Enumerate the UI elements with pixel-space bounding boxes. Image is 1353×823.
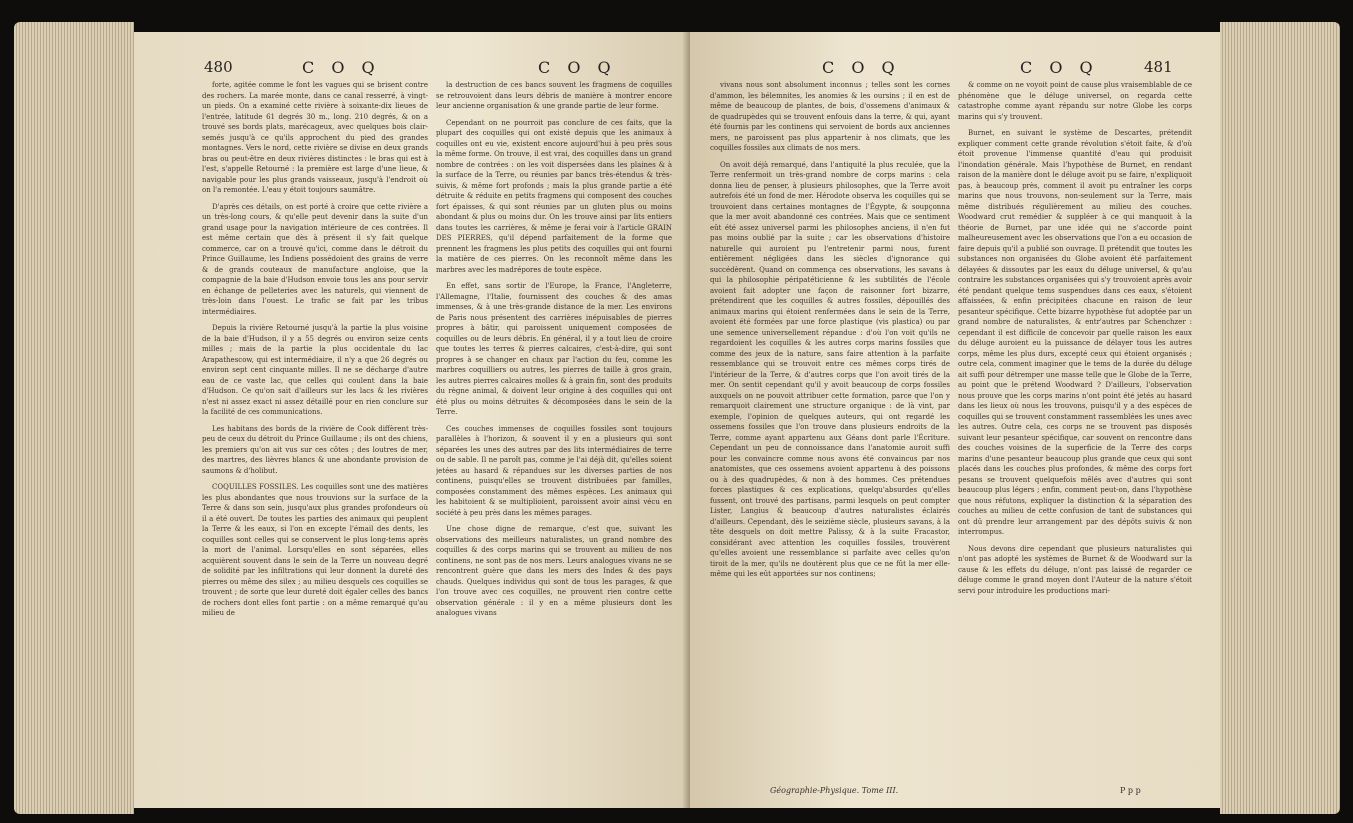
paragraph: la destruction de ces bancs souvent les fragmens de coquilles se retrouvoient dans leurs débris de manière à montrer encore leur ancienne organisation & une grande partie de leur forme. bbox=[436, 81, 672, 110]
right-header-left: C O Q bbox=[822, 58, 901, 77]
paragraph: D'après ces détails, on est porté à croire que cette rivière a un très-long cours, & qu'elle peut devenir dans la suite d'un grand usage pour la navigation intérieure de ces contrées. Il est même certain que dès à présent il s'y fait quelque commerce, car on a trouvé qu'ici, comme dans le détroit du Prince Guillaume, les Indiens possédoient des grains de verre & de grands couteaux de manufacture angloise, que la compagnie de la baie d'Hudson envoie tous les ans pour servir en échange de pelleteries avec les naturels, qui viennent de très-loin dans l'ouest. Le trafic se fait par les tribus intermédiaires. bbox=[202, 202, 428, 316]
right-column-2 bbox=[958, 80, 1192, 798]
paragraph: Depuis la rivière Retourné jusqu'à la partie la plus voisine de la baie d'Hudson, il y a 55 degrés ou environ seize cents milles ; mais de la partie la plus occidentale du lac Arapathescow, qui est intermédiaire, il n'y a que 26 degrés ou environ sept cent cinquante milles. Il ne se décharge d'autre eau de ce vaste lac, que celles qui coulent dans la baie d'Hudson. Ce qu'on sait d'ailleurs sur les lacs & les rivières n'est ni assez exact ni assez détaillé pour en rien conclure sur la facilité de ces communications. bbox=[202, 324, 428, 416]
footer-volume: Géographie-Physique. Tome III. bbox=[770, 786, 899, 795]
left-header-left: C O Q bbox=[302, 58, 381, 77]
left-column-2 bbox=[436, 80, 672, 798]
paragraph: forte, agitée comme le font les vagues qui se brisent contre des rochers. La marée monte, dans ce canal resserré, à vingt-un pieds. On a examiné cette rivière à soixante-dix lieues de l'entrée, latitude 61 degrés 30 m., long. 210 degrés, & on a trouvé ses bords plats, marécageux, avec quelques bois clair-semés jusqu'à ce qu'ils approchent du pied des grandes montagnes. Vers le nord, cette rivière se divise en deux grands bras ou peut-être en deux rivières distinctes : le bras qui est à l'est, s'appelle Retourné : la première est large d'une lieue, & navigable pour les plus grands vaisseaux, jusqu'à l'endroit où on l'a remontée. L'eau y étoit toujours saumâtre. bbox=[202, 81, 428, 194]
right-header-right: C O Q bbox=[1020, 58, 1099, 77]
paragraph: Les habitans des bords de la rivière de Cook diffèrent très-peu de ceux du détroit du Prince Guillaume ; ils ont des chiens, les premiers qu'on ait vus sur ces côtes ; des loutres de mer, des martres, des lièvres blancs & une abondante provision de saumons & d'holibut. bbox=[202, 424, 428, 475]
paragraph: En effet, sans sortir de l'Europe, la France, l'Angleterre, l'Allemagne, l'Italie, fournissent des couches & des amas immenses, & à une très-grande distance de la mer. Les environs de Paris nous présentent des carrières inépuisables de pierres propres à bâtir, qui paroissent uniquement composées de coquilles ou de leurs débris. En général, il y a tout lieu de croire que toutes les terres & pierres calcaires, c'est-à-dire, qui sont propres à se changer en chaux par l'action du feu, comme les marbres coquilliers ou autres, les pierres de taille à gros grain, les autres pierres calcaires molles & à grain fin, sont des produits du règne animal, & doivent leur origine à des coquilles qui ont été plus ou moins détruites & décomposées dans le sein de la Terre. bbox=[436, 282, 672, 416]
right-page-number: 481 bbox=[1144, 58, 1173, 76]
paragraph: Nous devons dire cependant que plusieurs naturalistes qui n'ont pas adopté les systèmes de Burnet & de Woodward sur la cause & les effets du déluge, n'ont pas laissé de regarder ce déluge comme le grand moyen dont l'Auteur de la nature s'étoit servi pour introduire les productions mari- bbox=[958, 544, 1192, 595]
paragraph: Cependant on ne pourroit pas conclure de ces faits, que la plupart des coquilles qui ont existé depuis que les animaux à coquilles ont eu vie, existent encore aujourd'hui à peu près sous la même forme. On trouve, il est vrai, des coquilles dans un grand nombre de contrées : on les voit dispersées dans les plaines & à la surface de la Terre, ou réunies par bancs très-étendus & très-suivis, & même fort profonds ; mais la plus grande partie a été détruite & réduite en petits fragmens qui composent des couches fort épaisses, & qui sont réunies par un gluten plus ou moins abondant & plus ou moins dur. On les trouve ainsi par lits entiers dans toutes les carrières, & même je ferai voir à l'article GRAIN DES PIERRES, qu'il dépend parfaitement de la forme que prennent les fragmens les plus petits des coquilles qui ont fourni la matière de ces pierres. On les reconnoît même dans les marbres avec les madrépores de toute espèce. bbox=[436, 118, 672, 274]
paragraph: & comme on ne voyoit point de cause plus vraisemblable de ce phénomène que le déluge universel, on regarda cette catastrophe comme ayant répandu sur notre Globe les corps marins qui s'y trouvent. bbox=[958, 81, 1192, 121]
paragraph: Ces couches immenses de coquilles fossiles sont toujours parallèles à l'horizon, & souvent il y en a plusieurs qui sont séparées les unes des autres par des lits intermédiaires de terre ou de sable. Il ne paroît pas, comme je l'ai déjà dit, qu'elles soient jetées au hasard & répandues sur les diverses parties de nos continens, puisqu'elles se trouvent distribuées par familles, composées constamment des mêmes espèces. Les animaux qui les habitoient & se multiplioient, paroissent avoir ainsi vécu en société à peu près dans les mêmes parages. bbox=[436, 424, 672, 517]
paragraph: Burnet, en suivant le système de Descartes, prétendit expliquer comment cette grande révolution s'étoit faite, & d'où étoit provenue l'immense quantité d'eau qui produisit l'inondation générale. Mais l'hypothèse de Burnet, en rendant raison de la manière dont le déluge avoit pu se faire, n'expliquoit pas, à beaucoup près, comment il avoit pu entraîner les corps marins que nous trouvons, non-seulement sur la Terre, mais même distribués régulièrement au milieu des couches. Woodward crut remédier & suppléer à ce qui manquoit à la théorie de Burnet, par une idée qui ne s'accorde point malheureusement avec les observations que l'on a eu occasion de faire depuis qu'il a publié son ouvrage. Il prétendit que toutes les substances non organisées du Globe avoient été parfaitement délayées & dissoutes par les eaux du déluge universel, & qu'au contraire les substances organisées qui s'y trouvoient après avoir été pendant quelque tems suspendues dans ces eaux, s'étoient affaissées, & enfin précipitées chacune en raison de leur pesanteur spécifique. Cette bizarre hypothèse fut adoptée par un grand nombre de naturalistes, & entr'autres par Schenchzer : cependant il est difficile de concevoir par quelle raison les eaux du déluge auroient eu la puissance de délayer tous les autres corps, même les plus durs, excepté ceux qui étoient organisés ; outre cela, comment imaginer que le tems de la durée du déluge ait suffi pour détremper une masse telle que le Globe de la Terre, au point que le prétend Woodward ? D'ailleurs, l'observation nous prouve que les corps marins n'ont point été jetés au hasard dans les lieux où nous les trouvons, puisqu'il y a des espèces de coquilles qui se trouvent constamment rassemblées les unes avec les autres. Outre cela, ces corps ne se trouvent pas disposés suivant leur pesanteur spécifique, car souvent on rencontre dans des couches voisines de la superficie de la Terre des corps marins d'une pesanteur beaucoup plus grande que ceux qui sont placés dans les couches plus profondes, & même des corps fort pesans se trouvent quelquefois mêlés avec d'autres qui sont beaucoup plus légers ; enfin, comment peut-on, dans l'hypothèse que nous réfutons, expliquer la distinction & la séparation des couches au milieu de cette confusion de tant de substances qui ont dû prendre leur arrangement par des dépôts suivis & non interrompus. bbox=[958, 129, 1192, 536]
footer-signature: P p p bbox=[1120, 786, 1141, 795]
open-book bbox=[14, 14, 1340, 814]
paragraph: On avoit déjà remarqué, dans l'antiquité la plus reculée, que la Terre renfermoit un très-grand nombre de corps marins : cela donna lieu de penser, à plusieurs philosophes, que la Terre avoit autrefois été un fond de mer. Hérodote observa les coquilles qui se trouvoient dans certaines montagnes de l'Égypte, & soupçonna que la mer avoit abandonné ces contrées. Mais que ce sentiment eût été assez universel parmi les philosophes anciens, il n'en fut pas moins oublié par la suite ; car les observations d'histoire naturelle qui auroient pu l'entretenir parmi nous, furent entièrement négligées dans les siècles d'ignorance qui succédèrent. Quand on commença ces observations, les savans à qui la philosophie péripatéticienne & les subtilités de l'école avoient fait adopter une façon de raisonner fort bizarre, prétendirent que les coquilles & autres fossiles, dépouillés des animaux marins qui étoient renfermées dans le sein de la Terre, avoient été formées par une force plastique (vis plastica) ou par une semence universellement répandue : d'où l'on voit qu'ils ne regardoient les coquilles & les autres corps marins fossiles que comme des jeux de la nature, sans faire attention à la parfaite ressemblance qui se trouvoit entre ces mêmes corps tirés de l'intérieur de la Terre, & d'autres corps que l'on avoit tirés de la mer. On sentit cependant qu'il y avoit beaucoup de corps fossiles auxquels on ne pouvoit attribuer cette formation, parce que l'on y remarquoit clairement une structure organique : de là vint, par exemple, l'opinion de quelques auteurs, qui ont regardé les ossemens fossiles que l'on trouve dans plusieurs endroits de la Terre, comme ayant appartenu aux Géans dont parle l'Écriture. Cependant un peu de connoissance dans l'anatomie auroit suffi pour les convaincre comme nous avons été convaincus par nos anatomistes, que ces ossemens avoient appartenu à des poissons ou à des quadrupèdes, & non à des hommes. Ces prétendues forces plastiques & ces explications, quelqu'absurdes qu'elles fussent, ont trouvé des partisans, parmi lesquels on peut compter Lister, Langius & beaucoup d'autres naturalistes éclairés d'ailleurs. Cependant, dès le seizième siècle, plusieurs savans, à la tête desquels on doit mettre Palissy, & à la suite Fracastor, considérant avec attention les coquilles fossiles, trouvèrent qu'elles avoient une ressemblance si parfaite avec celles qu'on tiroit de la mer, qu'ils ne doutèrent plus que ce ne fût la mer elle-même qui les eût apportées sur nos continens; bbox=[710, 160, 950, 578]
left-column-1 bbox=[202, 80, 428, 798]
right-page-edges bbox=[1220, 22, 1340, 814]
paragraph: COQUILLES FOSSILES. Les coquilles sont une des matières les plus abondantes que nous trouvions sur la surface de la Terre & dans son sein, jusqu'aux plus grandes profondeurs où il a été ouvert. De toutes les parties des animaux qui peuplent la Terre & les eaux, si l'on en excepte l'émail des dents, les coquilles sont celles qui se conservent le plus long-tems après la mort de l'animal. Lorsqu'elles en sont séparées, elles acquièrent souvent dans le sein de la Terre un nouveau degré de solidité par les infiltrations qui leur donnent la dureté des pierres ou même des silex ; au milieu desquels ces coquilles se trouvent ; de sorte que leur dureté doit égaler celles des bancs de rochers dont elles font partie : on a même remarqué qu'au milieu de bbox=[202, 483, 428, 617]
left-header-right: C O Q bbox=[538, 58, 617, 77]
right-page bbox=[690, 32, 1220, 808]
left-page bbox=[134, 32, 690, 808]
left-page-number: 480 bbox=[204, 58, 233, 76]
paragraph: Une chose digne de remarque, c'est que, suivant les observations des meilleurs naturalistes, un grand nombre des coquilles & des corps marins qui se trouvent au milieu de nos continens, ne sont pas de nos mers. Leurs analogues vivans ne se rencontrent guère que dans les mers des Indes & des pays chauds. Quelques individus qui sont de tous les parages, & que l'on trouve avec ces coquilles, ne prouvent rien contre cette observation générale : il y en a même plusieurs dont les analogues vivans bbox=[436, 525, 672, 617]
right-column-1 bbox=[710, 80, 950, 780]
paragraph: vivans nous sont absolument inconnus ; telles sont les cornes d'ammon, les bélemnites, les anomies & les oursins ; il en est de même de beaucoup de plantes, de bois, d'ossemens d'animaux & de quadrupèdes qui se trouvent enfouis dans la terre, & qui, ayant été fournis par les continens qui servoient de bords aux anciennes mers, ne paroissent pas plus appartenir à nos climats, que les coquilles fossiles aux climats de nos mers. bbox=[710, 81, 950, 152]
left-page-edges bbox=[14, 22, 134, 814]
